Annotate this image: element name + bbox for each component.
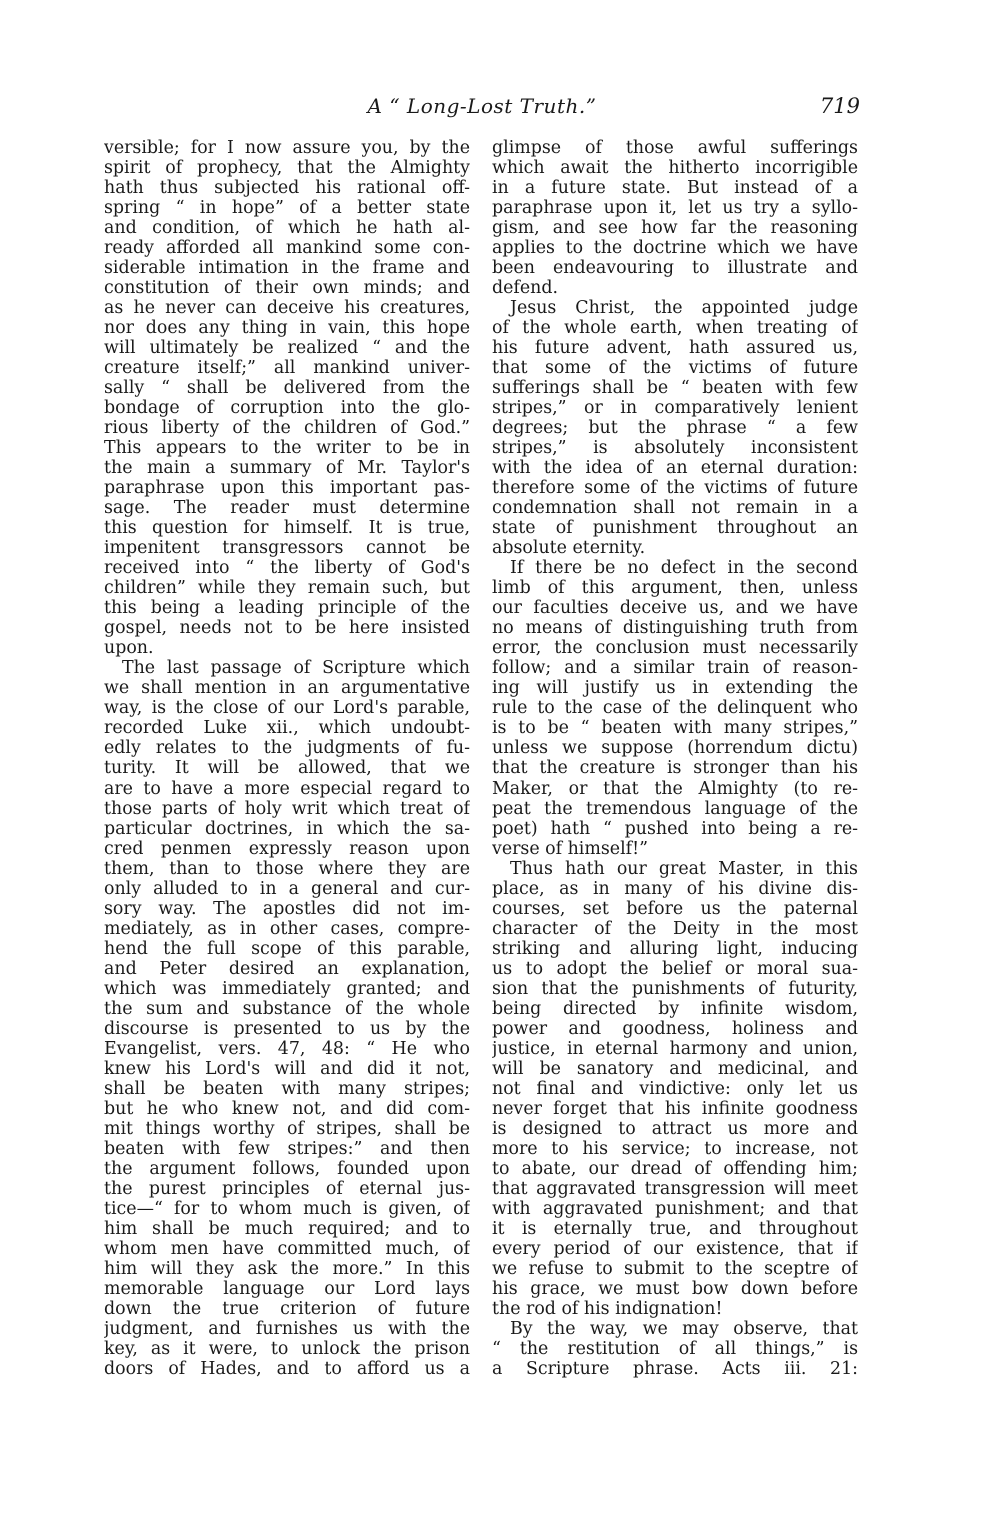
text-line: him will they ask the more.” In this [104, 1258, 470, 1279]
running-title: A “ Long-Lost Truth.” [367, 94, 597, 118]
text-line: Jesus Christ, the appointed judge [510, 298, 858, 319]
text-line: This appears to the writer to be in [104, 438, 470, 459]
text-line: them, than to those where they are [104, 858, 470, 879]
text-line: constitution of their own minds; and [104, 278, 470, 299]
right-column [492, 138, 858, 1379]
text-line: mediately, as in other cases, compre- [104, 918, 470, 939]
text-line: children” while they remain such, but [104, 578, 470, 599]
text-line: the argument follows, founded upon [104, 1158, 470, 1179]
text-line: not final and vindictive: only let us [492, 1078, 858, 1099]
text-line: particular doctrines, in which the sa- [104, 818, 470, 839]
text-line: unless we suppose (horrendum dictu) [492, 738, 858, 759]
text-line: with aggravated punishment; and that [492, 1198, 858, 1219]
text-line: sage. The reader must determine [104, 498, 470, 519]
text-line: sufferings shall be “ beaten with few [492, 378, 858, 399]
text-line: doors of Hades, and to afford us a [104, 1358, 470, 1379]
page-header [104, 94, 860, 124]
text-line: whom men have committed much, of [104, 1238, 470, 1259]
text-line: we shall mention in an argumentative [104, 678, 470, 699]
text-line: creature itself;” all mankind univer- [104, 358, 470, 379]
text-line: we refuse to submit to the sceptre of [492, 1258, 858, 1279]
text-line: being directed by infinite wisdom, [492, 998, 858, 1019]
text-line: our faculties deceive us, and we have [492, 598, 858, 619]
text-line: absolute eternity. [492, 538, 646, 559]
text-line: beaten with few stripes:” and then [104, 1138, 470, 1159]
text-line: power and goodness, holiness and [492, 1018, 858, 1039]
text-line: cred penmen expressly reason upon [104, 838, 470, 859]
text-line: ing will justify us in extending the [492, 678, 858, 699]
text-line: and condition, of which he hath al- [104, 218, 470, 239]
text-line: The last passage of Scripture which [122, 658, 470, 679]
left-column [104, 138, 470, 1379]
text-line: judgment, and furnishes us with the [104, 1318, 470, 1339]
text-line: are to have a more especial regard to [104, 778, 470, 799]
text-line: us to adopt the belief or moral sua- [492, 958, 858, 979]
text-line: bondage of corruption into the glo- [104, 398, 470, 419]
text-line: gism, and see how far the reasoning [492, 218, 858, 239]
text-line: it is eternally true, and throughout [492, 1218, 858, 1239]
text-line: that aggravated transgression will meet [492, 1178, 858, 1199]
text-line: sally “ shall be delivered from the [104, 378, 470, 399]
text-line: character of the Deity in the most [492, 918, 858, 939]
text-line: is designed to attract us more and [492, 1118, 858, 1139]
text-line: no means of distinguishing truth from [492, 618, 858, 639]
text-line: By the way, we may observe, that [510, 1318, 858, 1339]
text-line: a Scripture phrase. Acts iii. 21: [492, 1358, 858, 1379]
text-line: memorable language our Lord lays [104, 1278, 470, 1299]
text-line: tice—“ for to whom much is given, of [104, 1198, 470, 1219]
text-line: stripes,” or in comparatively lenient [492, 398, 858, 419]
text-line: paraphrase upon it, let us try a syllo- [492, 198, 858, 219]
text-line: justice, in eternal harmony and union, [492, 1038, 858, 1059]
text-line: Thus hath our great Master, in this [510, 858, 858, 879]
text-line: rious liberty of the children of God.” [104, 418, 470, 439]
text-line: sion that the punishments of futurity, [492, 978, 858, 999]
text-line: Maker, or that the Almighty (to re- [492, 778, 858, 799]
text-line: gospel, needs not to be here insisted [104, 618, 470, 639]
text-line: defend. [492, 278, 559, 299]
text-line: therefore some of the victims of future [492, 478, 858, 499]
text-line: sory way. The apostles did not im- [104, 898, 470, 919]
text-line: hend the full scope of this parable, [104, 938, 470, 959]
text-line: never forget that his infinite goodness [492, 1098, 858, 1119]
text-line: mit things worthy of stripes, shall be [104, 1118, 470, 1139]
text-line: that the creature is stronger than his [492, 758, 858, 779]
text-line: knew his Lord's will and did it not, [104, 1058, 470, 1079]
text-line: degrees; but the phrase “ a few [492, 418, 858, 439]
text-line: more to his service; to increase, not [492, 1138, 858, 1159]
text-line: will ultimately be realized “ and the [104, 338, 470, 359]
text-line: peat the tremendous language of the [492, 798, 858, 819]
text-line: which was immediately granted; and [104, 978, 470, 999]
text-line: upon. [104, 638, 154, 659]
text-line: courses, set before us the paternal [492, 898, 858, 919]
text-line: rule to the case of the delinquent who [492, 698, 858, 719]
text-line: discourse is presented to us by the [104, 1018, 470, 1039]
text-line: edly relates to the judgments of fu- [104, 738, 470, 759]
text-line: “ the restitution of all things,” is [492, 1338, 858, 1359]
text-line: glimpse of those awful sufferings [492, 138, 858, 158]
text-line: down the true criterion of future [104, 1298, 470, 1319]
text-line: the rod of his indignation! [492, 1298, 723, 1319]
text-line: versible; for I now assure you, by the [104, 138, 470, 158]
text-line: spring “ in hope” of a better state [104, 198, 470, 219]
text-line: condemnation shall not remain in a [492, 498, 858, 519]
text-line: this being a leading principle of the [104, 598, 470, 619]
text-line: applies to the doctrine which we have [492, 238, 858, 259]
text-line: turity. It will be allowed, that we [104, 758, 470, 779]
text-line: to abate, our dread of offending him; [492, 1158, 858, 1179]
text-line: this question for himself. It is true, [104, 518, 470, 539]
text-line: him shall be much required; and to [104, 1218, 470, 1239]
text-line: been endeavouring to illustrate and [492, 258, 858, 279]
text-line: those parts of holy writ which treat of [104, 798, 470, 819]
text-line: and Peter desired an explanation, [104, 958, 470, 979]
text-line: poet) hath “ pushed into being a re- [492, 818, 858, 839]
text-line: but he who knew not, and did com- [104, 1098, 470, 1119]
text-line: limb of this argument, then, unless [492, 578, 858, 599]
text-line: the main a summary of Mr. Taylor's [104, 458, 470, 479]
text-line: will be sanatory and medicinal, and [492, 1058, 858, 1079]
text-line: place, as in many of his divine dis- [492, 878, 858, 899]
text-line: is to be “ beaten with many stripes,” [492, 718, 858, 739]
text-line: If there be no defect in the second [510, 558, 858, 579]
text-line: of the whole earth, when treating of [492, 318, 858, 339]
page-number: 719 [819, 94, 860, 118]
text-line: the purest principles of eternal jus- [104, 1178, 470, 1199]
text-line: hath thus subjected his rational off- [104, 178, 470, 199]
text-line: state of punishment throughout an [492, 518, 858, 539]
text-line: his future advent, hath assured us, [492, 338, 858, 359]
text-line: nor does any thing in vain, this hope [104, 318, 470, 339]
text-line: Evangelist, vers. 47, 48: “ He who [104, 1038, 470, 1059]
text-line: as he never can deceive his creatures, [104, 298, 470, 319]
text-line: key, as it were, to unlock the prison [104, 1338, 470, 1359]
text-line: stripes,” is absolutely inconsistent [492, 438, 858, 459]
text-line: with the idea of an eternal duration: [492, 458, 858, 479]
text-line: error, the conclusion must necessarily [492, 638, 858, 659]
text-line: every period of our existence, that if [492, 1238, 858, 1259]
text-line: shall be beaten with many stripes; [104, 1078, 470, 1099]
text-line: only alluded to in a general and cur- [104, 878, 470, 899]
text-line: that some of the victims of future [492, 358, 858, 379]
text-line: spirit of prophecy, that the Almighty [104, 158, 470, 179]
text-line: paraphrase upon this important pas- [104, 478, 470, 499]
text-line: follow; and a similar train of reason- [492, 658, 858, 679]
text-line: received into “ the liberty of God's [104, 558, 470, 579]
text-line: which await the hitherto incorrigible [492, 158, 858, 179]
text-line: impenitent transgressors cannot be [104, 538, 470, 559]
text-line: in a future state. But instead of a [492, 178, 858, 199]
text-line: siderable intimation in the frame and [104, 258, 470, 279]
text-line: verse of himself!” [492, 838, 648, 859]
text-line: his grace, we must bow down before [492, 1278, 858, 1299]
text-line: recorded Luke xii., which undoubt- [104, 718, 470, 739]
text-line: the sum and substance of the whole [104, 998, 470, 1019]
text-line: ready afforded all mankind some con- [104, 238, 470, 259]
text-line: way, is the close of our Lord's parable, [104, 698, 470, 719]
text-line: striking and alluring light, inducing [492, 938, 858, 959]
